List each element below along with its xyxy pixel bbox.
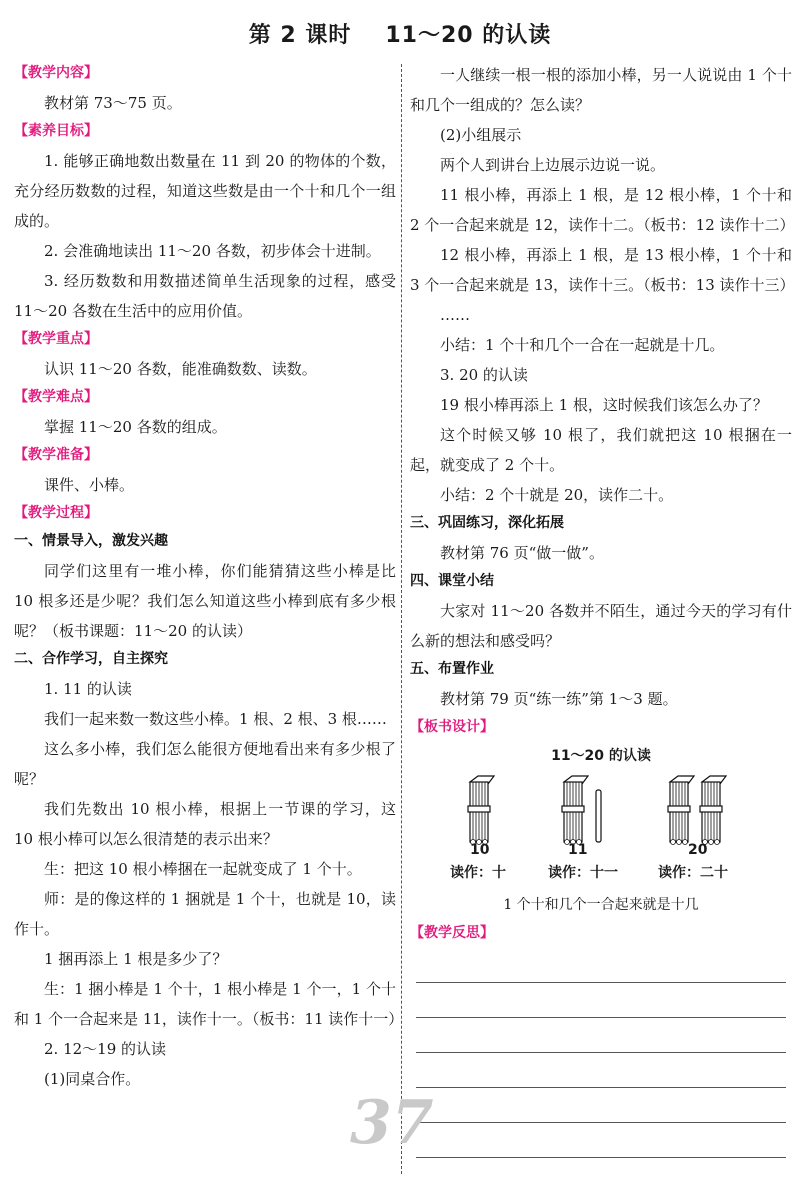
stick-illustration (410, 770, 792, 890)
left-column (14, 60, 404, 1094)
section-4-text: 大家对 11～20 各数并不陌生，通过今天的学习有什么新的想法和感受吗？ (410, 602, 792, 650)
reflection-line (416, 983, 786, 1018)
reflection-line (416, 1088, 786, 1123)
paragraph-podium: 两个人到讲台上边展示边说一说。 (440, 156, 666, 174)
paragraph-student-bundle: 生：把这 10 根小棒捆在一起就变成了 1 个十。 (44, 860, 362, 878)
section-5-text: 教材第 79 页“练一练”第 1～3 题。 (440, 690, 678, 708)
reflection-line (416, 1123, 786, 1158)
section-1-paragraph: 同学们这里有一堆小棒，你们能猜猜这些小棒是比 10 根多还是少呢？我们怎么知道这些小棒到底有多少根呢？（板书课题：11～20 的认读） (14, 562, 396, 640)
column-divider (401, 64, 402, 1174)
paragraph-add-sticks: 一人继续一根一根的添加小棒，另一人说说由 1 个十和几个一组成的？怎么读？ (410, 66, 792, 114)
section-3-heading: 三、巩固练习，深化拓展 (410, 515, 564, 531)
section-tag-goals: 【素养目标】 (14, 123, 98, 139)
single-stick (596, 790, 601, 842)
lesson-number: 第 2 课时 (248, 23, 352, 48)
paragraph-thirteen: 12 根小棒，再添上 1 根，是 13 根小棒，1 个十和 3 个一合起来就是 13，读作十三。（板书：13 读作十三） (410, 246, 795, 294)
section-1-heading: 一、情景导入，激发兴趣 (14, 533, 168, 549)
section-tag-process: 【教学过程】 (14, 505, 98, 521)
paragraph-so-many: 这么多小棒，我们怎么能很方便地看出来有多少根了呢？ (14, 740, 396, 788)
summary-teens: 小结：1 个十和几个一合在一起就是十几。 (440, 336, 725, 354)
content-text: 教材第 73～75 页。 (44, 94, 182, 112)
subsection-12-19: 2. 12～19 的认读 (44, 1040, 167, 1058)
ellipsis: …… (440, 306, 470, 324)
subsection-group-show: (2)小组展示 (440, 126, 522, 144)
bundle-eleven (562, 776, 588, 845)
goal-3: 3. 经历数数和用数描述简单生活现象的过程，感受 11～20 各数在生活中的应用价值。 (14, 272, 396, 320)
section-4-heading: 四、课堂小结 (410, 573, 494, 589)
paragraph-twelve: 11 根小棒，再添上 1 根，是 12 根小棒，1 个十和 2 个一合起来就是 12，读作十二。（板书：12 读作十二） (410, 186, 795, 234)
reflection-line (416, 1053, 786, 1088)
section-tag-prep: 【教学准备】 (14, 447, 98, 463)
board-design (410, 742, 792, 920)
key-text: 认识 11～20 各数，能准确数数、读数。 (44, 360, 317, 378)
section-tag-reflection: 【教学反思】 (410, 925, 494, 941)
bundle-ten (468, 776, 494, 845)
section-tag-board: 【板书设计】 (410, 719, 494, 735)
board-number-20: 20 (688, 842, 708, 858)
paragraph-add-one: 1 捆再添上 1 根是多少了？ (44, 950, 228, 968)
paragraph-teacher-ten: 师：是的像这样的 1 捆就是 1 个十，也就是 10，读作十。 (14, 890, 396, 938)
difficulty-text: 掌握 11～20 各数的组成。 (44, 418, 227, 436)
subsection-pair-work: (1)同桌合作。 (44, 1070, 141, 1088)
goal-1: 1. 能够正确地数出数量在 11 到 20 的物体的个数，充分经历数数的过程，知道这些数是由一个十和几个一组成的。 (14, 152, 396, 230)
prep-text: 课件、小棒。 (44, 476, 135, 494)
section-5-heading: 五、布置作业 (410, 661, 494, 677)
board-number-10: 10 (470, 842, 490, 858)
paragraph-count-ten: 我们先数出 10 根小棒，根据上一节课的学习，这 10 根小棒可以怎么很清楚的表示出来？ (14, 800, 396, 848)
subsection-20: 3. 20 的认读 (440, 366, 528, 384)
page-number: 37 (350, 1088, 434, 1158)
board-read-10: 读作：十 (450, 865, 506, 881)
section-tag-key: 【教学重点】 (14, 331, 98, 347)
section-2-heading: 二、合作学习，自主探究 (14, 651, 168, 667)
paragraph-count-sticks: 我们一起来数一数这些小棒。1 根、2 根、3 根…… (44, 710, 387, 728)
page-title (0, 18, 800, 49)
right-column (410, 60, 795, 1158)
stick-bundles-svg (410, 770, 792, 860)
lesson-topic: 11～20 的认读 (385, 23, 552, 48)
bundle-twenty-a (668, 776, 694, 845)
board-read-11: 读作：十一 (548, 865, 618, 881)
section-3-text: 教材第 76 页“做一做”。 (440, 544, 604, 562)
paragraph-bundle-again: 这个时候又够 10 根了，我们就把这 10 根捆在一起，就变成了 2 个十。 (410, 426, 792, 474)
goal-2: 2. 会准确地读出 11～20 各数，初步体会十进制。 (44, 242, 381, 260)
subsection-11: 1. 11 的认读 (44, 680, 132, 698)
section-tag-content: 【教学内容】 (14, 65, 98, 81)
reflection-line (416, 948, 786, 983)
board-summary: 1 个十和几个一合起来就是十几 (503, 897, 699, 913)
board-read-20: 读作：二十 (658, 865, 728, 881)
paragraph-nineteen: 19 根小棒再添上 1 根，这时候我们该怎么办了？ (440, 396, 768, 414)
section-tag-difficulty: 【教学难点】 (14, 389, 98, 405)
paragraph-eleven: 生：1 捆小棒是 1 个十，1 根小棒是 1 个一，1 个十和 1 个一合起来是 11，读作十一。（板书：11 读作十一） (14, 980, 404, 1028)
reflection-lines (410, 948, 792, 1158)
bundle-twenty-b (700, 776, 726, 845)
board-number-11: 11 (568, 842, 588, 858)
reflection-line (416, 1018, 786, 1053)
board-title: 11～20 的认读 (551, 748, 651, 764)
summary-twenty: 小结：2 个十就是 20，读作二十。 (440, 486, 674, 504)
